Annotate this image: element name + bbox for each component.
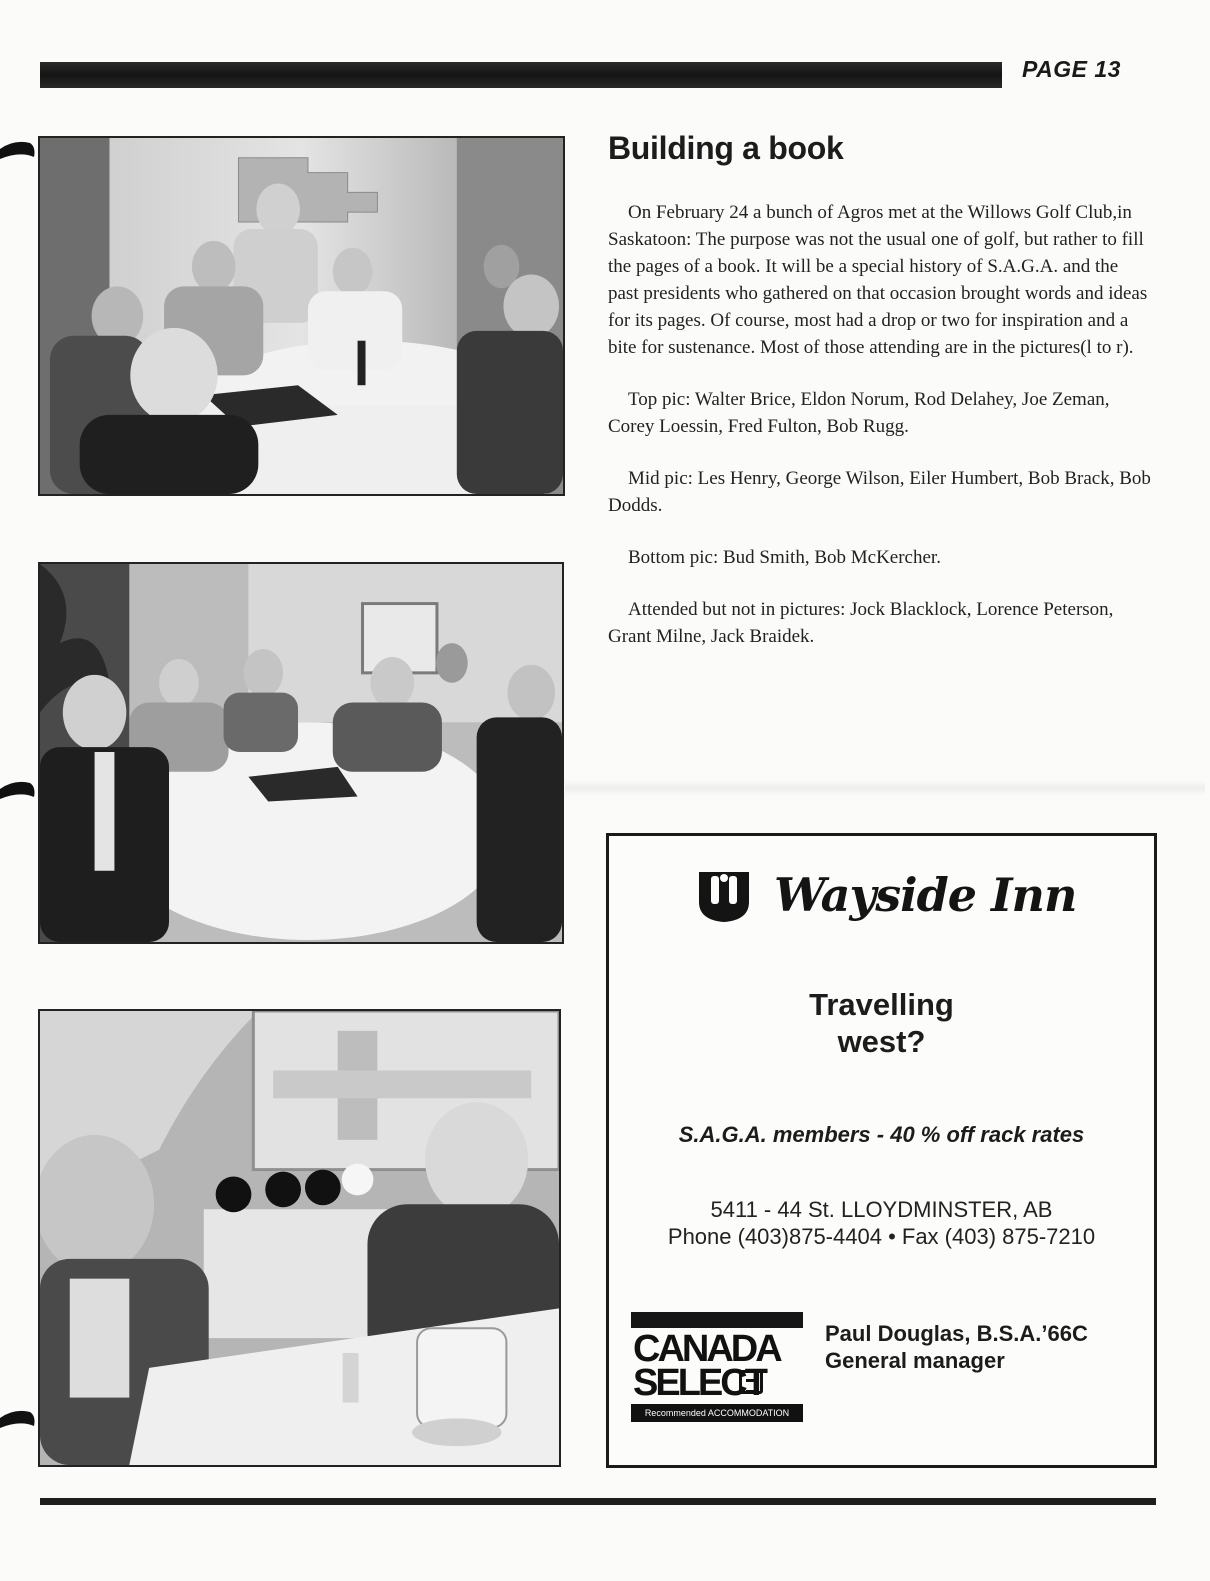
top-photo <box>38 136 565 496</box>
inn-name: Wayside Inn <box>774 868 1077 922</box>
manager-title: General manager <box>825 1348 1005 1373</box>
member-offer: S.A.G.A. members - 40 % off rack rates <box>678 1122 1085 1147</box>
bed-icon <box>739 1370 763 1394</box>
wayside-inn-ad <box>606 833 1157 1468</box>
address-line: 5411 - 44 St. LLOYDMINSTER, AB <box>710 1197 1053 1222</box>
header-bar <box>40 62 1002 88</box>
logo-bar <box>631 1312 803 1328</box>
middle-photo <box>38 562 564 944</box>
ad-headline <box>609 986 1154 1060</box>
logo-word: CANADA <box>633 1328 780 1370</box>
canada-select-logo <box>631 1312 803 1424</box>
binder-hole-icon <box>0 135 42 169</box>
article-paragraph: Attended but not in pictures: Jock Blacklock, Lorence Peterson, Grant Milne, Jack Braidek. <box>608 599 1114 647</box>
manager-contact <box>825 1320 1088 1374</box>
manager-name: Paul Douglas, B.S.A.’66C <box>825 1321 1088 1346</box>
article-paragraph: Mid pic: Les Henry, George Wilson, Eiler Humbert, Bob Brack, Bob Dodds. <box>608 468 1151 516</box>
binder-hole-icon <box>0 775 42 809</box>
logo-tagline: Recommended ACCOMMODATION <box>631 1404 803 1422</box>
headline-line: Travelling <box>809 987 954 1022</box>
article-paragraph: Top pic: Walter Brice, Eldon Norum, Rod Delahey, Joe Zeman, Corey Loessin, Fred Fulton, Bob Rugg. <box>608 389 1110 437</box>
phone-fax-line: Phone (403)875-4404 • Fax (403) 875-7210 <box>667 1224 1096 1249</box>
paper-fold <box>565 780 1205 796</box>
wayside-inn-logo-icon <box>695 866 753 924</box>
article-title: Building a book <box>608 130 844 166</box>
article-paragraph: On February 24 a bunch of Agros met at the Willows Golf Club,in Saskatoon: The purpose was not the usual one of golf, but rather to fill the pages of a book. It will be a special history of S.A.G.A. and the past presidents who gathered on that occasion brought words and ideas for its pages. Of course, most had a drop or two for inspiration and a bite for sustenance. Most of those attending are in the pictures(l to r). <box>608 202 1148 358</box>
inn-address <box>609 1196 1154 1250</box>
footer-bar <box>40 1498 1156 1505</box>
logo-word: SELECT <box>633 1362 765 1404</box>
page-number: PAGE 13 <box>1022 56 1121 82</box>
article-paragraph: Bottom pic: Bud Smith, Bob McKercher. <box>628 547 941 568</box>
binder-hole-icon <box>0 1404 42 1438</box>
bottom-photo <box>38 1009 561 1467</box>
article <box>608 130 1153 675</box>
headline-line: west? <box>837 1024 926 1059</box>
